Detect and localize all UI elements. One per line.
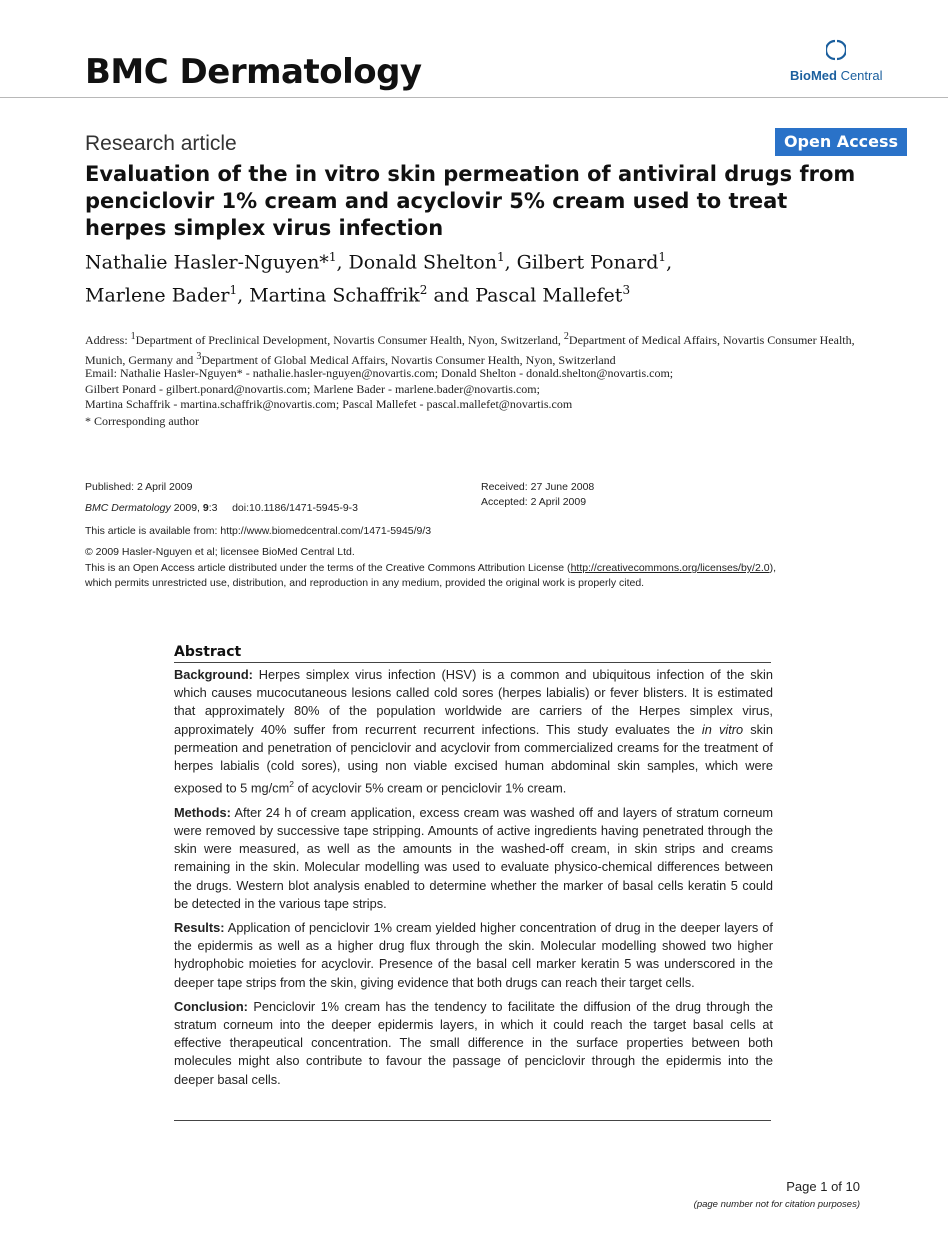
license-text: ), [769, 562, 776, 574]
article-type: Research article [85, 132, 237, 155]
abstract-background [174, 666, 773, 798]
author-separator: , [666, 251, 673, 274]
article-url[interactable]: This article is available from: http://www.biomedcentral.com/1471-5945/9/3 [85, 525, 432, 537]
author-name: and Pascal Mallefet [427, 284, 623, 307]
corresponding-author-note: * Corresponding author [85, 414, 199, 428]
citation-volume: 9 [202, 502, 209, 514]
section-text: Penciclovir 1% cream has the tendency to facilitate the diffusion of the drug through the stratum corneum into the deeper epidermis layers, in which it could reach the target basal cells at effective therapeutical concentration. The small difference in the surface properties between both molecules might also contribute to favour the passage of penciclovir through the epidermis into the deeper basal cells. [174, 998, 773, 1087]
accepted-date: Accepted: 2 April 2009 [481, 496, 587, 508]
author-emails [85, 366, 860, 413]
logo-rest-text: Central [836, 68, 883, 83]
citation-doi: :3 doi:10.1186/1471-5945-9-3 [208, 502, 359, 514]
section-text: After 24 h of cream application, excess cream was washed off and layers of stratum corneum were removed by successive tape stripping. Amounts of active ingredients having penetrated through the skin were measured, as well as the amounts in the washed-off cream, in skin strips and creams remaining in the skin. Molecular modelling was used to evaluate physico-chemical differences between the drugs. Western blot analysis enabled to determine whether the marker of basal cells keratin 5 could be detected in the various tape strips. [174, 804, 773, 911]
license-text: which permits unrestricted use, distribution, and reproduction in any medium, provided the original work is properly cited. [85, 577, 645, 589]
citation-year: 2009, [170, 502, 203, 514]
citation-journal: BMC Dermatology [85, 502, 171, 514]
affiliations [85, 329, 860, 368]
header-divider [0, 97, 948, 98]
section-italic: in vitro [701, 721, 744, 737]
affiliation-text: Department of Global Medical Affairs, Novartis Consumer Health, Nyon, Switzerland [201, 352, 616, 367]
section-text: of acyclovir 5% cream or penciclovir 1% cream. [293, 780, 567, 796]
license-text: This is an Open Access article distributed under the terms of the Creative Commons Attribution License ( [85, 562, 571, 574]
author-name: Nathalie Hasler-Nguyen* [85, 251, 329, 274]
abstract-heading: Abstract [174, 644, 242, 660]
affiliation-mark: 3 [622, 283, 631, 298]
biomed-central-logo[interactable] [790, 36, 900, 86]
unit-superscript: 2 [289, 779, 294, 790]
biomed-ring-icon [826, 38, 846, 62]
affiliation-mark: 1 [130, 331, 136, 342]
email-line[interactable]: Gilbert Ponard - gilbert.ponard@novartis.com; Marlene Bader - marlene.bader@novartis.com; [85, 381, 540, 396]
author-list [85, 243, 875, 310]
page-number-note: (page number not for citation purposes) [693, 1199, 860, 1210]
published-date: Published: 2 April 2009 [85, 481, 193, 493]
abstract-body [174, 666, 773, 1095]
affiliation-mark: 1 [229, 283, 238, 298]
biomed-logo-text [790, 68, 882, 83]
section-label: Methods: [174, 804, 231, 820]
section-label: Results: [174, 919, 225, 935]
affiliation-mark: 1 [496, 250, 505, 264]
affiliation-mark: 2 [563, 331, 569, 342]
affiliation-text: Department of Preclinical Development, Novartis Consumer Health, Nyon, Switzerland, [135, 333, 564, 347]
email-line[interactable]: Email: Nathalie Hasler-Nguyen* - nathalie.hasler-nguyen@novartis.com; Donald Shelton - donald.shelton@novartis.com; [85, 366, 674, 380]
received-date: Received: 27 June 2008 [481, 481, 595, 493]
affiliation-text: Department of Medical Affairs, Novartis Consumer Health, Munich, Germany and [85, 333, 855, 367]
copyright-notice: © 2009 Hasler-Nguyen et al; licensee BioMed Central Ltd. [85, 546, 355, 558]
abstract-divider-top [174, 662, 771, 663]
section-text: Application of penciclovir 1% cream yielded higher concentration of drug in the deeper layers of the epidermis as well as a higher drug flux through the skin. Molecular modelling showed two higher hydrophobic moieties for acyclovir. Presence of the basal cell marker keratin 5 was underscored in the deeper tape strips from the skin, giving evidence that both drugs can reach their target cells. [174, 919, 773, 990]
license-link[interactable]: http://creativecommons.org/licenses/by/2.0 [570, 562, 770, 574]
open-access-badge: Open Access [775, 128, 907, 156]
journal-title: BMC Dermatology [85, 52, 422, 92]
affiliation-mark: 2 [419, 283, 428, 298]
author-name: , Martina Schaffrik [237, 284, 420, 307]
section-text: Herpes simplex virus infection (HSV) is a common and ubiquitous infection of the skin which causes mucocutaneous lesions called cold sores (herpes labialis) or fever blisters. It is estimated that approximately 80% of the population worldwide are carriers of the Herpes simplex virus, approximately 40% suffer from recurrent recurrent infections. This study evaluates the [174, 667, 773, 737]
abstract-conclusion [174, 998, 773, 1089]
page-number: Page 1 of 10 [786, 1179, 860, 1194]
abstract-methods [174, 804, 773, 913]
abstract-results [174, 919, 773, 992]
license-notice [85, 561, 885, 591]
affiliation-mark: 1 [328, 250, 337, 264]
author-name: Marlene Bader [85, 284, 230, 307]
affiliation-mark: 3 [196, 350, 202, 362]
paper-title: Evaluation of the in vitro skin permeation of antiviral drugs from penciclovir 1% cream and acyclovir 5% cream used to treat herpes simplex virus infection [85, 162, 856, 240]
abstract-divider-bottom [174, 1120, 771, 1121]
affiliation-mark: 1 [658, 250, 667, 264]
section-text: skin permeation and penetration of penciclovir and acyclovir from commercialized creams for the treatment of herpes labialis (cold sores), using non viable excised human abdominal skin samples, which were exposed to 5 mg/cm [174, 721, 773, 796]
address-prefix: Address: [85, 333, 131, 347]
email-line[interactable]: Martina Schaffrik - martina.schaffrik@novartis.com; Pascal Mallefet - pascal.mallefet@novartis.com [85, 397, 573, 411]
section-label: Background: [174, 667, 253, 682]
author-name: , Donald Shelton [336, 251, 497, 274]
section-label: Conclusion: [174, 998, 248, 1014]
author-name: , Gilbert Ponard [504, 251, 659, 274]
logo-bold-text: BioMed [790, 68, 837, 83]
citation-line [85, 502, 358, 514]
